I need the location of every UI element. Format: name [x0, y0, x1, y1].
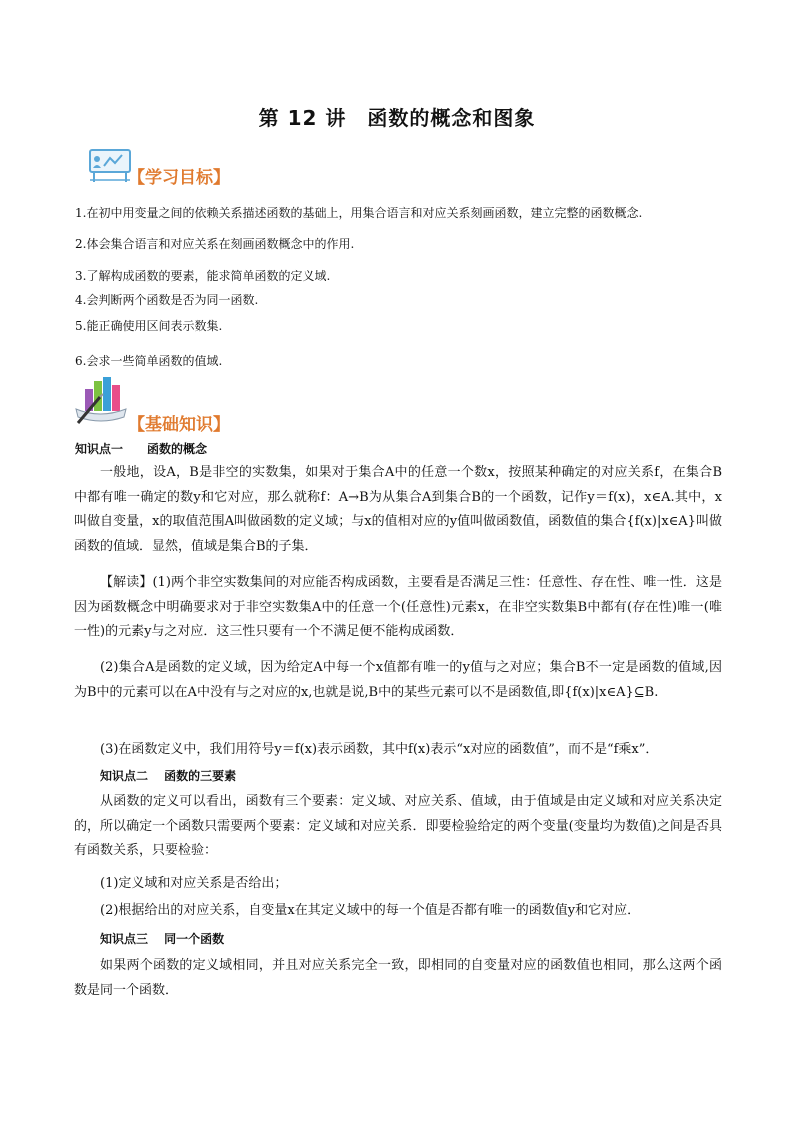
paragraph: 一般地，设A，B是非空的实数集，如果对于集合A中的任意一个数x，按照某种确定的对应关系f，在集合B中都有唯一确定的数y和它对应，那么就称f：A→B为从集合A到集合B的一个函数，记作y＝f(x)，x∈A.其中，x叫做自变量，x的取值范围A叫做函数的定义域；与x的值相对应的y值叫做函数值，函数值的集合{f(x)|x∈A}叫做函数的值域．显然，值域是集合B的子集．: [74, 465, 722, 554]
page-title: 第 12 讲 函数的概念和图象: [258, 106, 536, 130]
paragraph: 如果两个函数的定义域相同，并且对应关系完全一致，即相同的自变量对应的函数值也相同，那么这两个函数是同一个函数．: [74, 958, 722, 998]
list-item: (1)定义域和对应关系是否给出；: [100, 876, 288, 891]
paragraph: (3)在函数定义中，我们用符号y＝f(x)表示函数，其中f(x)表示“x对应的函数值”，而不是“f乘x”．: [100, 742, 659, 757]
knowledge-point-title: 知识点三 同一个函数: [100, 932, 225, 946]
objective-item: 1.在初中用变量之间的依赖关系描述函数的基础上，用集合语言和对应关系刻画函数，建立完整的函数概念.: [75, 206, 643, 220]
paragraph: 【解读】(1)两个非空实数集间的对应能否构成函数，主要看是否满足三性：任意性、存在性、唯一性．这是因为函数概念中明确要求对于非空实数集A中的任意一个(任意性)元素x，在非空实数集B中都有(存在性)唯一(唯一性)的元素y与之对应．这三性只要有一个不满足便不能构成函数．: [74, 575, 722, 639]
paragraph: 从函数的定义可以看出，函数有三个要素：定义域、对应关系、值域，由于值域是由定义域和对应关系决定的，所以确定一个函数只需要两个要素：定义域和对应关系．即要检验给定的两个变量(变量均为数值)之间是否具有函数关系，只要检验：: [74, 794, 722, 858]
list-item: (2)根据给出的对应关系，自变量x在其定义域中的每一个值是否都有唯一的函数值y和它对应．: [100, 903, 641, 918]
objectives-heading: 【学习目标】: [128, 168, 230, 188]
objective-item: 4.会判断两个函数是否为同一函数.: [75, 293, 259, 307]
books-pen-icon: [72, 375, 128, 427]
teacher-board-icon: [88, 148, 132, 184]
objective-item: 2.体会集合语言和对应关系在刻画函数概念中的作用.: [75, 237, 355, 251]
objective-item: 6.会求一些简单函数的值域.: [75, 354, 223, 368]
knowledge-point-title: 知识点一 函数的概念: [75, 442, 208, 456]
basics-heading: 【基础知识】: [128, 415, 230, 435]
paragraph: (2)集合A是函数的定义域，因为给定A中每一个x值都有唯一的y值与之对应；集合B不一定是函数的值域,因为B中的元素可以在A中没有与之对应的x,也就是说,B中的某些元素可以不是函数值,即{f(x)|x∈A}⊆B.: [74, 660, 722, 700]
objective-item: 5.能正确使用区间表示数集.: [75, 319, 223, 333]
objective-item: 3.了解构成函数的要素，能求简单函数的定义域.: [75, 269, 331, 283]
knowledge-point-title: 知识点二 函数的三要素: [100, 769, 237, 783]
